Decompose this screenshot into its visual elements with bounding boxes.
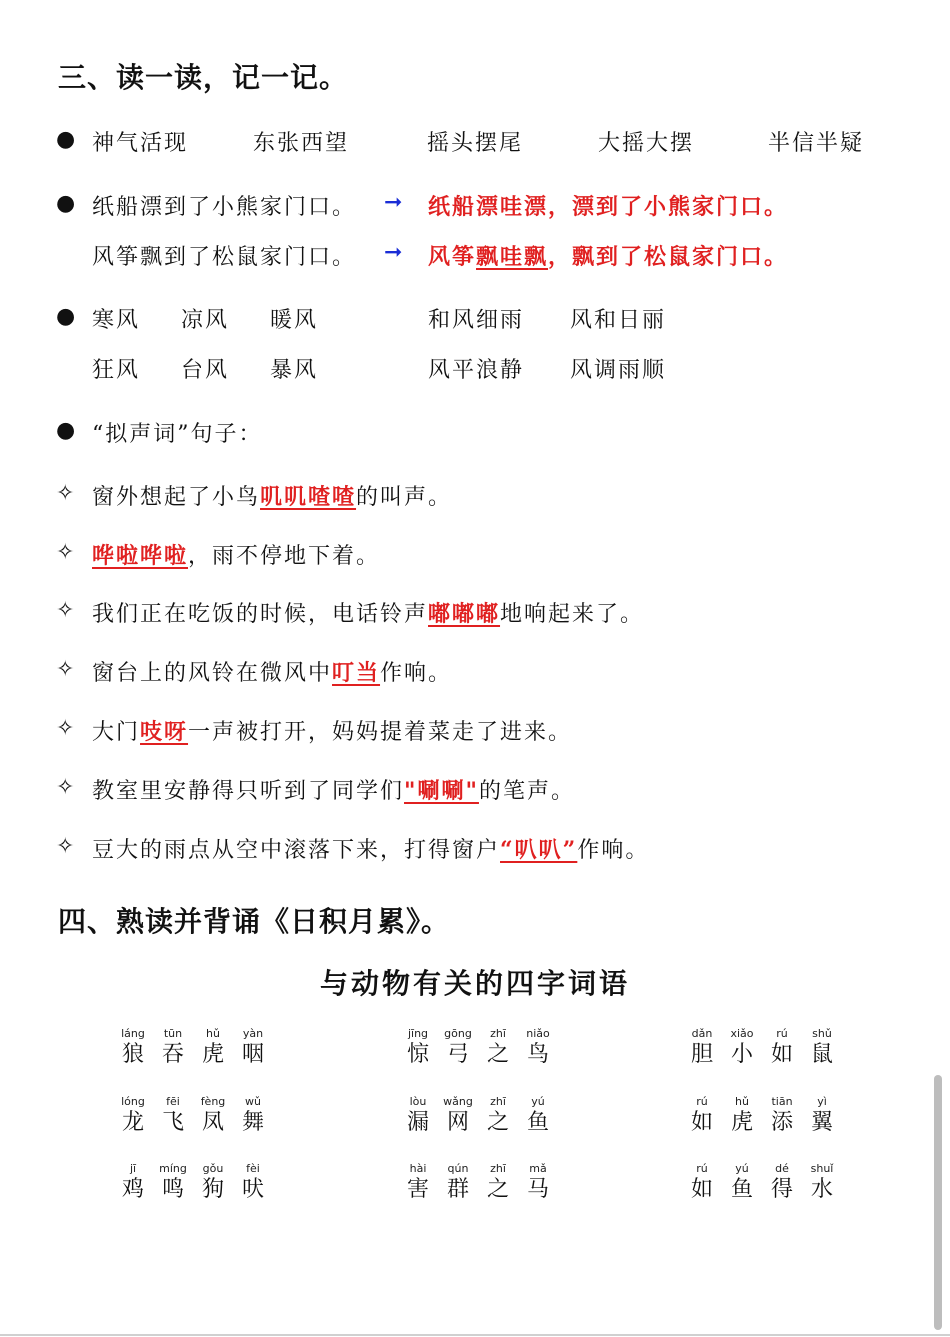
rewrite-plain-2: 风筝飘到了松鼠家门口。: [92, 245, 357, 270]
hanzi: 翼: [810, 1110, 833, 1135]
character-with-pinyin: [523, 1162, 553, 1204]
character-with-pinyin: [118, 1027, 148, 1069]
character-with-pinyin: [727, 1027, 757, 1069]
hanzi: 水: [810, 1177, 833, 1202]
pinyin: yú: [531, 1095, 545, 1108]
pinyin: míng: [159, 1162, 187, 1175]
character-with-pinyin: [403, 1027, 433, 1069]
hanzi: 之: [486, 1110, 509, 1135]
character-with-pinyin: [523, 1027, 553, 1069]
idiom-3: 摇头摆尾: [427, 131, 524, 156]
hanzi: 虎: [201, 1042, 224, 1067]
pinyin: rú: [696, 1095, 708, 1108]
pinyin: wǎng: [443, 1095, 473, 1108]
character-with-pinyin: [727, 1095, 757, 1137]
character-with-pinyin: [403, 1162, 433, 1204]
bullet-icon: ●: [56, 418, 76, 443]
pinyin: tūn: [163, 1027, 183, 1040]
diamond-icon: ✧: [56, 598, 75, 623]
hanzi: 胆: [690, 1042, 713, 1067]
onomatopoeia-sentence: 豆大的雨点从空中滚落下来，打得窗户“叭叭”作响。: [92, 837, 650, 863]
character-with-pinyin: [807, 1162, 837, 1204]
wind-idiom: 风调雨顺: [570, 358, 667, 383]
pinyin: tiān: [771, 1095, 793, 1108]
character-with-pinyin: [443, 1095, 473, 1137]
idiom-with-pinyin: [687, 1162, 837, 1204]
character-with-pinyin: [118, 1162, 148, 1204]
character-with-pinyin: [198, 1095, 228, 1137]
diamond-icon: ✧: [56, 540, 75, 565]
character-with-pinyin: [523, 1095, 553, 1137]
bullet-icon: ●: [56, 127, 76, 152]
pinyin: zhī: [490, 1095, 506, 1108]
hanzi: 鸡: [121, 1177, 144, 1202]
hanzi: 吠: [241, 1177, 264, 1202]
wind-word: 狂风: [92, 358, 141, 383]
hanzi: 凤: [201, 1110, 224, 1135]
character-with-pinyin: [198, 1162, 228, 1204]
pinyin: zhī: [490, 1162, 506, 1175]
pinyin: gōng: [444, 1027, 472, 1040]
character-with-pinyin: [807, 1027, 837, 1069]
hanzi: 舞: [241, 1110, 264, 1135]
hanzi: 添: [770, 1110, 793, 1135]
character-with-pinyin: [118, 1095, 148, 1137]
onomatopoeia-title: “拟声词”句子：: [92, 422, 263, 447]
hanzi: 如: [690, 1110, 713, 1135]
bullet-icon: ●: [56, 304, 76, 329]
pinyin: shǔ: [812, 1027, 832, 1040]
pinyin: rú: [696, 1162, 708, 1175]
rewrite-result-2: 风筝飘哇飘，飘到了松鼠家门口。: [428, 244, 789, 270]
diamond-icon: ✧: [56, 657, 75, 682]
wind-idiom: 风平浪静: [428, 358, 525, 383]
idiom-2: 东张西望: [253, 131, 350, 156]
pinyin: shuǐ: [810, 1162, 834, 1175]
hanzi: 如: [690, 1177, 713, 1202]
character-with-pinyin: [767, 1095, 797, 1137]
character-with-pinyin: [687, 1162, 717, 1204]
character-with-pinyin: [198, 1027, 228, 1069]
hanzi: 漏: [406, 1110, 429, 1135]
hanzi: 飞: [161, 1110, 184, 1135]
hanzi: 鱼: [526, 1110, 549, 1135]
section-4-title: 四、熟读并背诵《日积月累》。: [58, 905, 451, 938]
hanzi: 咽: [241, 1042, 264, 1067]
pinyin: zhī: [490, 1027, 506, 1040]
hanzi: 如: [770, 1042, 793, 1067]
character-with-pinyin: [158, 1027, 188, 1069]
hanzi: 鱼: [730, 1177, 753, 1202]
pinyin: lóng: [121, 1095, 145, 1108]
onomatopoeia-sentence: 教室里安静得只听到了同学们"唰唰"的笔声。: [92, 778, 575, 804]
diamond-icon: ✧: [56, 481, 75, 506]
scrollbar-thumb[interactable]: [934, 1075, 942, 1330]
bullet-icon: ●: [56, 191, 76, 216]
pinyin: niǎo: [526, 1027, 550, 1040]
arrow-right-icon: ➞: [384, 240, 405, 265]
pinyin: jīng: [407, 1027, 429, 1040]
section-3-title: 三、读一读，记一记。: [58, 61, 349, 94]
idiom-with-pinyin: [687, 1027, 837, 1069]
onomatopoeia-sentence: 哗啦哗啦，雨不停地下着。: [92, 543, 381, 569]
pinyin: mǎ: [529, 1162, 547, 1175]
wind-word: 暴风: [270, 358, 319, 383]
idiom-5: 半信半疑: [768, 131, 865, 156]
pinyin: wǔ: [245, 1095, 261, 1108]
pinyin: fèi: [246, 1162, 260, 1175]
pinyin: lòu: [409, 1095, 427, 1108]
idiom-with-pinyin: [118, 1095, 268, 1137]
pinyin: hǔ: [735, 1095, 749, 1108]
hanzi: 弓: [446, 1042, 469, 1067]
diamond-icon: ✧: [56, 716, 75, 741]
character-with-pinyin: [238, 1027, 268, 1069]
onomatopoeia-sentence: 窗台上的风铃在微风中叮当作响。: [92, 660, 453, 686]
diamond-icon: ✧: [56, 775, 75, 800]
wind-word: 凉风: [181, 308, 230, 333]
pinyin: fēi: [166, 1095, 180, 1108]
pinyin: jī: [129, 1162, 137, 1175]
diamond-icon: ✧: [56, 834, 75, 859]
character-with-pinyin: [807, 1095, 837, 1137]
hanzi: 惊: [406, 1042, 429, 1067]
wind-idiom: 风和日丽: [570, 308, 667, 333]
page-bottom-divider: [0, 1334, 950, 1336]
idiom-with-pinyin: [118, 1027, 268, 1069]
hanzi: 网: [446, 1110, 469, 1135]
character-with-pinyin: [483, 1027, 513, 1069]
pinyin: yàn: [242, 1027, 264, 1040]
pinyin: yì: [817, 1095, 827, 1108]
hanzi: 得: [770, 1177, 793, 1202]
idiom-4: 大摇大摆: [598, 131, 695, 156]
hanzi: 狼: [121, 1042, 144, 1067]
hanzi: 龙: [121, 1110, 144, 1135]
character-with-pinyin: [727, 1162, 757, 1204]
idiom-with-pinyin: [403, 1027, 553, 1069]
pinyin: dǎn: [691, 1027, 713, 1040]
hanzi: 之: [486, 1042, 509, 1067]
character-with-pinyin: [767, 1027, 797, 1069]
hanzi: 吞: [161, 1042, 184, 1067]
pinyin: rú: [776, 1027, 788, 1040]
hanzi: 之: [486, 1177, 509, 1202]
hanzi: 害: [406, 1177, 429, 1202]
onomatopoeia-sentence: 我们正在吃饭的时候，电话铃声嘟嘟嘟地响起来了。: [92, 601, 645, 627]
character-with-pinyin: [238, 1095, 268, 1137]
idiom-with-pinyin: [687, 1095, 837, 1137]
character-with-pinyin: [687, 1027, 717, 1069]
onomatopoeia-sentence: 窗外想起了小鸟叽叽喳喳的叫声。: [92, 484, 453, 510]
idiom-with-pinyin: [403, 1095, 553, 1137]
character-with-pinyin: [158, 1095, 188, 1137]
hanzi: 群: [446, 1177, 469, 1202]
pinyin: yú: [735, 1162, 749, 1175]
character-with-pinyin: [238, 1162, 268, 1204]
hanzi: 狗: [201, 1177, 224, 1202]
idiom-with-pinyin: [403, 1162, 553, 1204]
wind-word: 台风: [181, 358, 230, 383]
hanzi: 马: [526, 1177, 549, 1202]
character-with-pinyin: [483, 1162, 513, 1204]
character-with-pinyin: [443, 1162, 473, 1204]
wind-word: 寒风: [92, 308, 141, 333]
character-with-pinyin: [483, 1095, 513, 1137]
character-with-pinyin: [443, 1027, 473, 1069]
pinyin: gǒu: [202, 1162, 224, 1175]
character-with-pinyin: [403, 1095, 433, 1137]
pinyin: hài: [409, 1162, 427, 1175]
character-with-pinyin: [767, 1162, 797, 1204]
pinyin: dé: [775, 1162, 789, 1175]
wind-word: 暖风: [270, 308, 319, 333]
rewrite-plain-1: 纸船漂到了小熊家门口。: [92, 195, 357, 220]
pinyin: fèng: [200, 1095, 226, 1108]
hanzi: 鸟: [526, 1042, 549, 1067]
hanzi: 鼠: [810, 1042, 833, 1067]
arrow-right-icon: ➞: [384, 190, 405, 215]
pinyin: láng: [121, 1027, 145, 1040]
character-with-pinyin: [687, 1095, 717, 1137]
idioms-subtitle: 与动物有关的四字词语: [319, 967, 630, 1000]
hanzi: 虎: [730, 1110, 753, 1135]
rewrite-result-1: 纸船漂哇漂，漂到了小熊家门口。: [428, 194, 789, 220]
onomatopoeia-sentence: 大门吱呀一声被打开，妈妈提着菜走了进来。: [92, 719, 573, 745]
hanzi: 小: [730, 1042, 753, 1067]
wind-idiom: 和风细雨: [428, 308, 525, 333]
hanzi: 鸣: [161, 1177, 184, 1202]
character-with-pinyin: [158, 1162, 188, 1204]
pinyin: xiǎo: [730, 1027, 754, 1040]
pinyin: hǔ: [206, 1027, 220, 1040]
idiom-1: 神气活现: [92, 131, 189, 156]
pinyin: qún: [447, 1162, 469, 1175]
idiom-with-pinyin: [118, 1162, 268, 1204]
